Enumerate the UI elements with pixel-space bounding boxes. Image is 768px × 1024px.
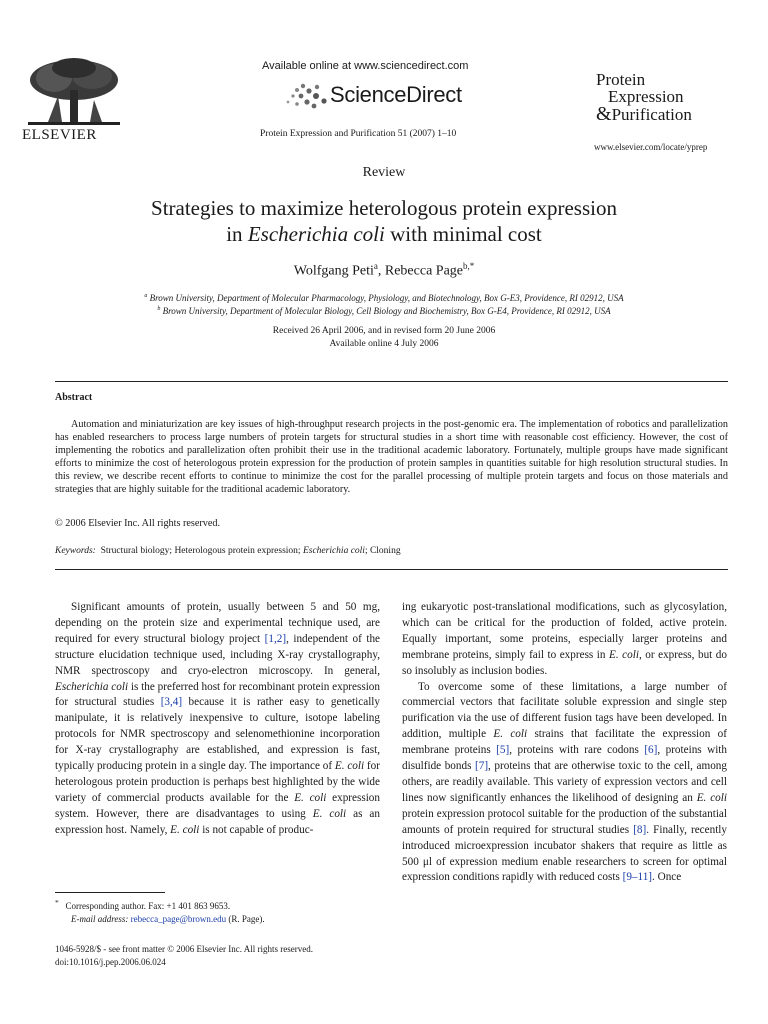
body-column-left bbox=[55, 600, 380, 839]
citation-link[interactable]: [9–11] bbox=[622, 871, 653, 884]
sciencedirect-dots-icon bbox=[283, 82, 329, 112]
abstract-body: Automation and miniaturization are key issues of high-throughput research projects in the post-genomic era. The implementation of robotics and parallelization has enabled researchers to process large numbers of protein targets for structural studies in a short time with reasonable cost efficiency. However, the cost of implementing the robotics and parallelization often prohibit their use in the traditional academic laboratory. Fortunately, multiple groups have made significant efforts to minimize the cost of heterologous protein expression for the production of protein samples in quantities suitable for high resolution structural studies. In this review, we describe recent efforts to continue to minimize the cost for the parallel processing of multiple protein targets and focus on those materials and strategies that are highly suitable for the traditional academic laboratory. bbox=[55, 419, 728, 495]
body-text: ing eukaryotic post-translational modifications, such as glycosylation, which can be critical for the production of folded, active protein. Equally important, some proteins, especially larger proteins and membrane proteins, simply fail to express in bbox=[402, 601, 727, 661]
journal-logo-line2: Expression bbox=[608, 87, 684, 106]
body-text: as an expression host. Namely, bbox=[55, 807, 380, 836]
body-paragraph bbox=[402, 680, 727, 887]
affiliation-a bbox=[0, 293, 768, 303]
abstract-copyright: © 2006 Elsevier Inc. All rights reserved. bbox=[55, 518, 221, 529]
citation-link[interactable]: [1,2] bbox=[264, 632, 287, 645]
divider bbox=[55, 381, 728, 382]
title-in: in bbox=[226, 222, 248, 246]
article-title bbox=[0, 195, 768, 247]
species-name: E. coli bbox=[609, 648, 639, 661]
received-date: Received 26 April 2006, and in revised form 20 June 2006 bbox=[272, 326, 496, 336]
footnote-star: * bbox=[55, 898, 59, 907]
author-page[interactable]: Rebecca Page bbox=[384, 263, 463, 279]
email-after: (R. Page). bbox=[226, 914, 265, 924]
journal-url-link[interactable]: www.elsevier.com/locate/yprep bbox=[594, 142, 708, 152]
affiliation-b bbox=[0, 306, 768, 316]
citation-link[interactable]: [3,4] bbox=[160, 696, 183, 709]
citation-link[interactable]: [6] bbox=[644, 744, 658, 757]
body-text: . Finally, recently introduced microexpression incubator shakers that require as little as 500 μl of expression medium enable researchers to screen for optimal expression conditions rapidly with reduced costs bbox=[402, 823, 728, 884]
body-text: is not capable of produc- bbox=[199, 823, 314, 836]
body-text: , or express, but do so insolubly as inclusion bodies. bbox=[402, 648, 727, 677]
sciencedirect-brand: ScienceDirect bbox=[330, 82, 462, 107]
body-text: , proteins that are otherwise toxic to the cell, among others, are readily available. This variety of expression vectors and cell lines now significantly enhances the likelihood of designing an bbox=[402, 760, 727, 804]
footnote-email bbox=[55, 913, 265, 926]
title-end: with minimal cost bbox=[384, 222, 542, 246]
footnote-fax: Corresponding author. Fax: +1 401 863 9653. bbox=[65, 901, 231, 911]
author-peti-affiliation: a bbox=[373, 261, 378, 271]
email-link[interactable]: rebecca_page@brown.edu bbox=[130, 914, 227, 924]
species-name: E. coli bbox=[696, 791, 727, 804]
species-name: Escherichia coli bbox=[55, 680, 129, 693]
body-paragraph bbox=[402, 600, 727, 680]
doi-line[interactable]: doi:10.1016/j.pep.2006.06.024 bbox=[55, 957, 166, 967]
footnote-divider bbox=[55, 892, 165, 893]
species-name: E. coli bbox=[294, 791, 327, 804]
body-text: To overcome some of these limitations, a large number of commercial vectors that facilitate soluble expression and single step purification via the use of different fusion tags have been developed. In addition, multiple bbox=[402, 680, 727, 741]
citation-link[interactable]: [7] bbox=[475, 760, 489, 773]
body-text: Significant amounts of protein, usually between 5 and 50 mg, depending on the protein size and experimental technique used, are required for every structural biology project bbox=[55, 601, 380, 645]
body-text: , proteins with disulfide bonds bbox=[402, 744, 727, 773]
author-page-affiliation: b,* bbox=[463, 261, 475, 271]
keywords-list-after: ; Cloning bbox=[364, 546, 401, 556]
body-column-right bbox=[402, 600, 727, 886]
front-matter bbox=[55, 943, 313, 969]
publisher-name: ELSEVIER bbox=[22, 127, 97, 143]
keywords-list-italic: Escherichia coli bbox=[302, 546, 365, 556]
species-name: E. coli bbox=[170, 823, 200, 836]
body-paragraph bbox=[55, 600, 380, 839]
abstract-heading: Abstract bbox=[55, 392, 93, 403]
species-name: E. coli bbox=[493, 728, 528, 741]
body-text: , independent of the structure elucidation technique used, including X-ray crystallography, NMR spectroscopy and cryo-electron microscopy. In general, bbox=[55, 632, 381, 677]
body-text: for heterologous protein production is perhaps best highlighted by the wide variety of commercial products available for the bbox=[55, 760, 380, 804]
species-name: E. coli bbox=[334, 760, 365, 773]
journal-reference: Protein Expression and Purification 51 (2007) 1–10 bbox=[260, 129, 457, 139]
footnote-corresponding bbox=[55, 896, 265, 913]
affiliation-a-marker: a bbox=[144, 293, 148, 299]
issn-line: 1046-5928/$ - see front matter © 2006 Elsevier Inc. All rights reserved. bbox=[55, 944, 314, 954]
affiliation-a-text: Brown University, Department of Molecular Pharmacology, Physiology, and Biotechnology, Box G-E3, Providence, RI 02912, USA bbox=[149, 293, 624, 303]
body-text: strains that facilitate the expression of membrane proteins bbox=[402, 728, 727, 757]
sciencedirect-availability[interactable]: Available online at www.sciencedirect.com bbox=[262, 60, 469, 72]
article-type: Review bbox=[362, 165, 406, 180]
citation-link[interactable]: [8] bbox=[633, 823, 647, 836]
journal-logo bbox=[596, 72, 692, 124]
title-line-2 bbox=[0, 221, 768, 247]
title-species: Escherichia coli bbox=[247, 222, 385, 246]
author-list bbox=[0, 261, 768, 280]
divider bbox=[55, 569, 728, 570]
author-separator: , bbox=[377, 263, 385, 279]
keywords-label: Keywords: bbox=[55, 546, 96, 556]
keywords-list-before: Structural biology; Heterologous protein expression; bbox=[100, 546, 303, 556]
email-label: E-mail address: bbox=[71, 914, 131, 924]
journal-logo-line3: Purification bbox=[611, 105, 692, 124]
journal-logo-line1: Protein bbox=[596, 70, 646, 89]
author-peti[interactable]: Wolfgang Peti bbox=[293, 263, 374, 279]
body-text: , proteins with rare codons bbox=[509, 744, 645, 757]
body-text: because it is rather easy to genetically manipulate, it is relatively inexpensive to culture, isotope labeling protocols for NMR spectroscopy and selenomethionine incorporation for X-ray crystallography are established, and expression is fast, typically producing protein in a single day. The importance of bbox=[55, 696, 380, 773]
body-text: . Once bbox=[652, 871, 682, 884]
body-text: expression system. However, there are disadvantages to using bbox=[55, 791, 380, 820]
available-online-date: Available online 4 July 2006 bbox=[329, 339, 439, 349]
species-name: E. coli bbox=[312, 807, 347, 820]
title-line-1: Strategies to maximize heterologous protein expression bbox=[151, 196, 617, 220]
footnote bbox=[55, 896, 265, 926]
journal-logo-amp: & bbox=[596, 103, 612, 125]
keywords bbox=[55, 546, 401, 556]
citation-link[interactable]: [5] bbox=[496, 744, 510, 757]
affiliation-b-text: Brown University, Department of Molecular Biology, Cell Biology and Biochemistry, Box G-E4, Providence, RI 02912, USA bbox=[162, 306, 611, 316]
affiliation-b-marker: b bbox=[157, 306, 161, 312]
body-text: protein expression protocol suitable for the production of the substantial amounts of protein required for structural studies bbox=[402, 807, 727, 836]
body-text: is the preferred host for recombinant protein expression for structural studies bbox=[55, 680, 380, 709]
